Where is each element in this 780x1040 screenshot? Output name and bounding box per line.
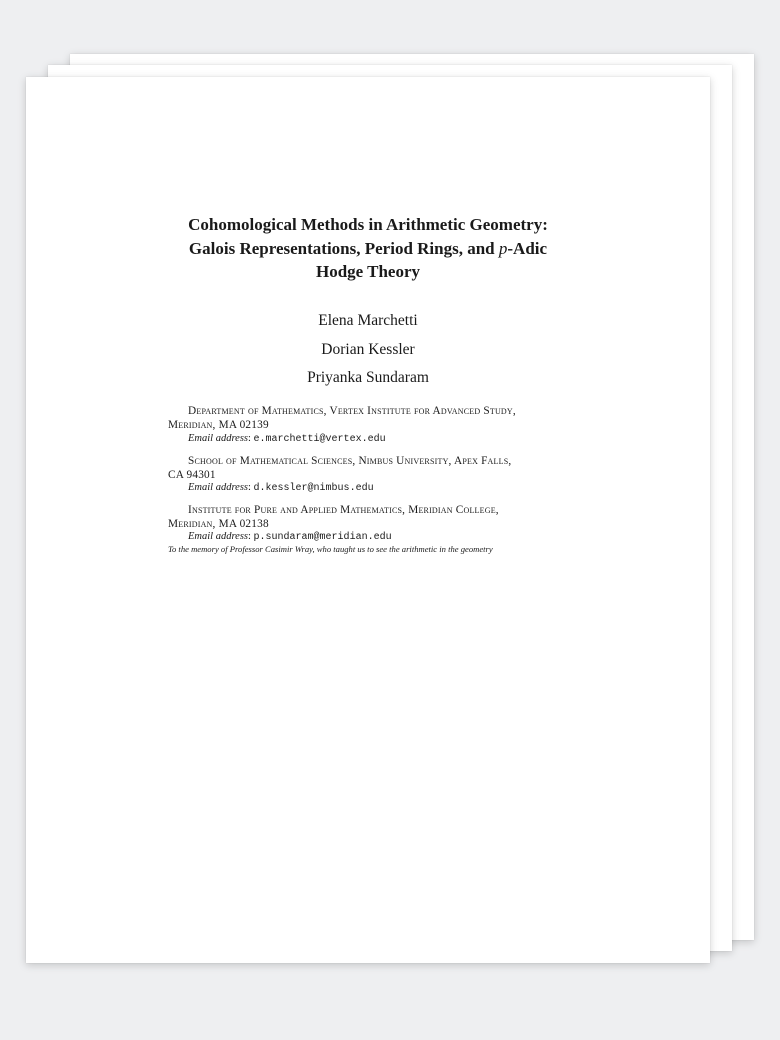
title-line-2: Galois Representations, Period Rings, and p-Adic — [188, 238, 548, 258]
email-line: Email address: e.marchetti@vertex.edu — [188, 433, 386, 445]
author-name: Elena Marchetti — [318, 312, 418, 329]
dedication: To the memory of Professor Casimir Wray, who taught us to see the arithmetic in the geometry — [168, 544, 493, 554]
document-page — [26, 77, 710, 963]
paper-title — [158, 213, 578, 284]
email-address[interactable]: e.marchetti@vertex.edu — [253, 434, 386, 445]
affiliation: School of Mathematical Sciences, Nimbus University, Apex Falls, CA 94301 — [168, 455, 512, 481]
title-line-3: Hodge Theory — [315, 262, 421, 281]
email-address[interactable]: p.sundaram@meridian.edu — [253, 532, 392, 543]
title-line-1: Cohomological Methods in Arithmetic Geometry: — [188, 215, 548, 234]
author-name: Dorian Kessler — [321, 341, 415, 358]
affiliation: Institute for Pure and Applied Mathematics, Meridian College, Meridian, MA 02138 — [168, 504, 499, 530]
email-line: Email address: d.kessler@nimbus.edu — [188, 482, 374, 494]
author-name: Priyanka Sundaram — [307, 369, 429, 386]
email-address[interactable]: d.kessler@nimbus.edu — [253, 483, 374, 494]
affiliation: Department of Mathematics, Vertex Institute for Advanced Study, Meridian, MA 02139 — [168, 405, 516, 431]
email-line: Email address: p.sundaram@meridian.edu — [188, 531, 392, 543]
